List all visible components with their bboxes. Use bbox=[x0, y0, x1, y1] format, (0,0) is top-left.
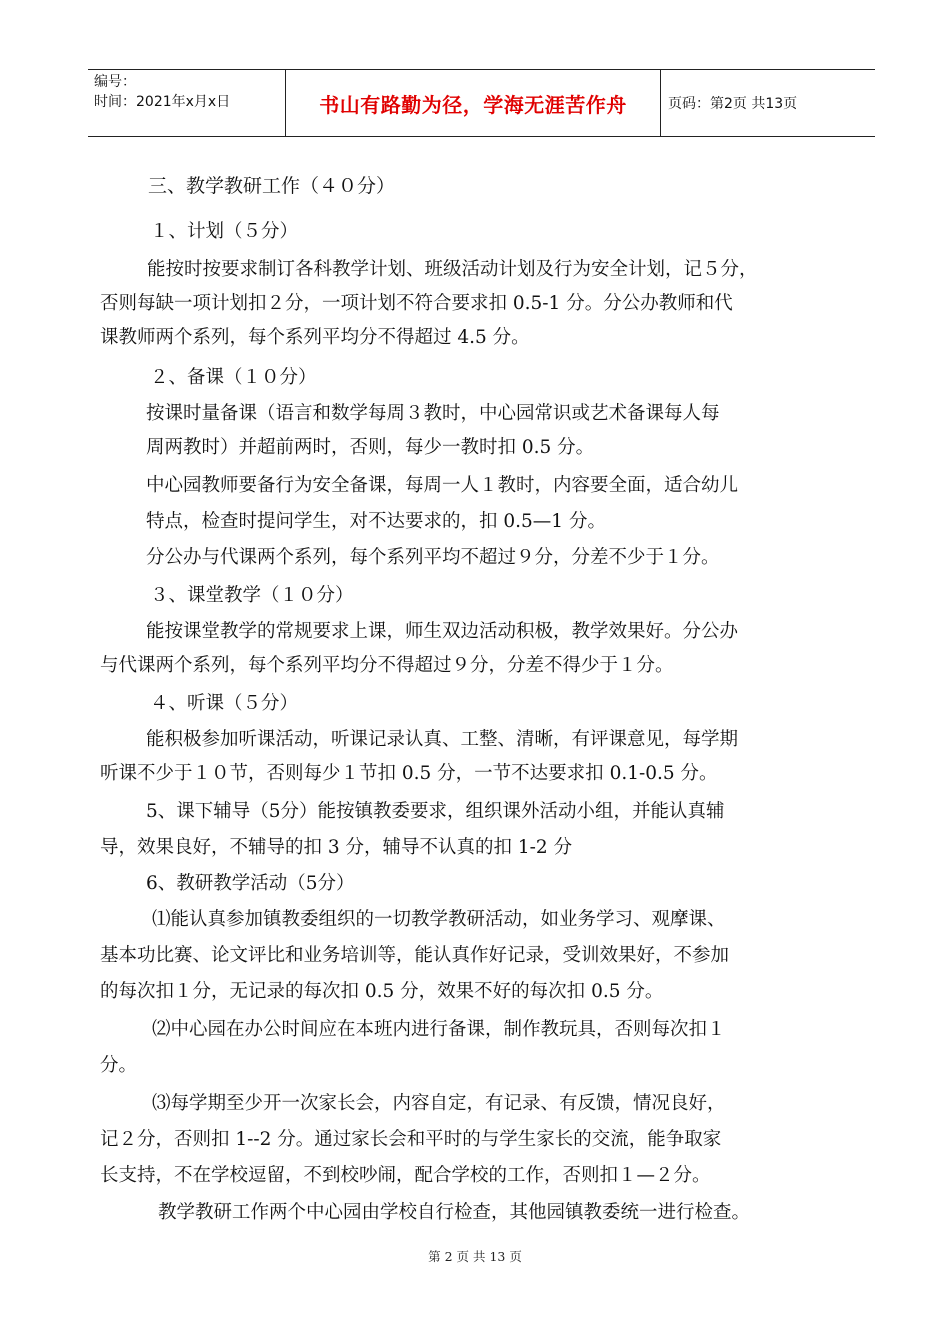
text-line: 听课不少于１０节，否则每少１节扣 0.5 分，一节不达要求扣 0.1-0.5 分。 bbox=[100, 763, 718, 784]
text-line: 记２分，否则扣 1--2 分。通过家长会和平时的与学生家长的交流，能争取家 bbox=[100, 1129, 722, 1150]
header-time: 时间：2021年x月x日 bbox=[94, 94, 231, 110]
header-page-number: 页码：第2页 共13页 bbox=[668, 96, 798, 112]
text-line: 与代课两个系列，每个系列平均分不得超过９分，分差不得少于１分。 bbox=[100, 655, 674, 676]
subheading-observation: ４、听课（５分） bbox=[150, 693, 299, 714]
header-motto: 书山有路勤为径，学海无涯苦作舟 bbox=[319, 92, 627, 117]
text-line: 能按时按要求制订各科教学计划、班级活动计划及行为安全计划，记５分， bbox=[147, 259, 758, 280]
subheading-plan: １、计划（５分） bbox=[150, 221, 299, 242]
subheading-lesson-prep: ２、备课（１０分） bbox=[150, 367, 317, 388]
text-line: 能按课堂教学的常规要求上课，师生双边活动积极，教学效果好。分公办 bbox=[146, 621, 739, 642]
header-info bbox=[94, 72, 284, 112]
text-line: 导，效果良好，不辅导的扣 3 分，辅导不认真的扣 1-2 分 bbox=[100, 837, 573, 858]
text-line: 5、课下辅导（5分）能按镇教委要求，组织课外活动小组，并能认真辅 bbox=[146, 801, 725, 822]
text-line: 能积极参加听课活动，听课记录认真、工整、清晰，有评课意见，每学期 bbox=[146, 729, 739, 750]
text-line: ⑴能认真参加镇教委组织的一切教学教研活动，如业务学习、观摩课、 bbox=[152, 909, 726, 930]
text-line: 否则每缺一项计划扣２分，一项计划不符合要求扣 0.5-1 分。分公办教师和代 bbox=[100, 293, 733, 314]
text-line: 长支持，不在学校逗留，不到校吵闹，配合学校的工作，否则扣１—２分。 bbox=[100, 1165, 711, 1186]
text-line: ⑶每学期至少开一次家长会，内容自定，有记录、有反馈，情况良好， bbox=[152, 1093, 726, 1114]
page-header bbox=[88, 69, 875, 137]
text-line: 中心园教师要备行为安全备课，每周一人１教时，内容要全面，适合幼儿 bbox=[146, 475, 739, 496]
text-line: 的每次扣１分，无记录的每次扣 0.5 分，效果不好的每次扣 0.5 分。 bbox=[100, 981, 664, 1002]
text-line: 按课时量备课（语言和数学每周３教时，中心园常识或艺术备课每人每 bbox=[146, 403, 720, 424]
text-line: 教学教研工作两个中心园由学校自行检查，其他园镇教委统一进行检查。 bbox=[158, 1202, 751, 1223]
header-id: 编号： bbox=[94, 74, 136, 90]
text-line: 基本功比赛、论文评比和业务培训等，能认真作好记录，受训效果好，不参加 bbox=[100, 945, 730, 966]
header-divider-right bbox=[660, 70, 661, 136]
text-line: 分。 bbox=[100, 1055, 138, 1076]
subheading-classroom: ３、课堂教学（１０分） bbox=[150, 585, 354, 606]
text-line: 特点，检查时提问学生，对不达要求的，扣 0.5—1 分。 bbox=[146, 511, 606, 532]
page-footer: 第 2 页 共 13 页 bbox=[428, 1249, 522, 1264]
text-line: 分公办与代课两个系列，每个系列平均不超过９分，分差不少于１分。 bbox=[146, 547, 720, 568]
text-line: 课教师两个系列，每个系列平均分不得超过 4.5 分。 bbox=[100, 327, 530, 348]
text-line: ⑵中心园在办公时间应在本班内进行备课，制作教玩具，否则每次扣１ bbox=[152, 1019, 726, 1040]
section-heading: 三、教学教研工作（４０分） bbox=[148, 175, 396, 197]
subheading-research: 6、教研教学活动（5分） bbox=[146, 873, 355, 894]
text-line: 周两教时）并超前两时，否则，每少一教时扣 0.5 分。 bbox=[146, 437, 595, 458]
